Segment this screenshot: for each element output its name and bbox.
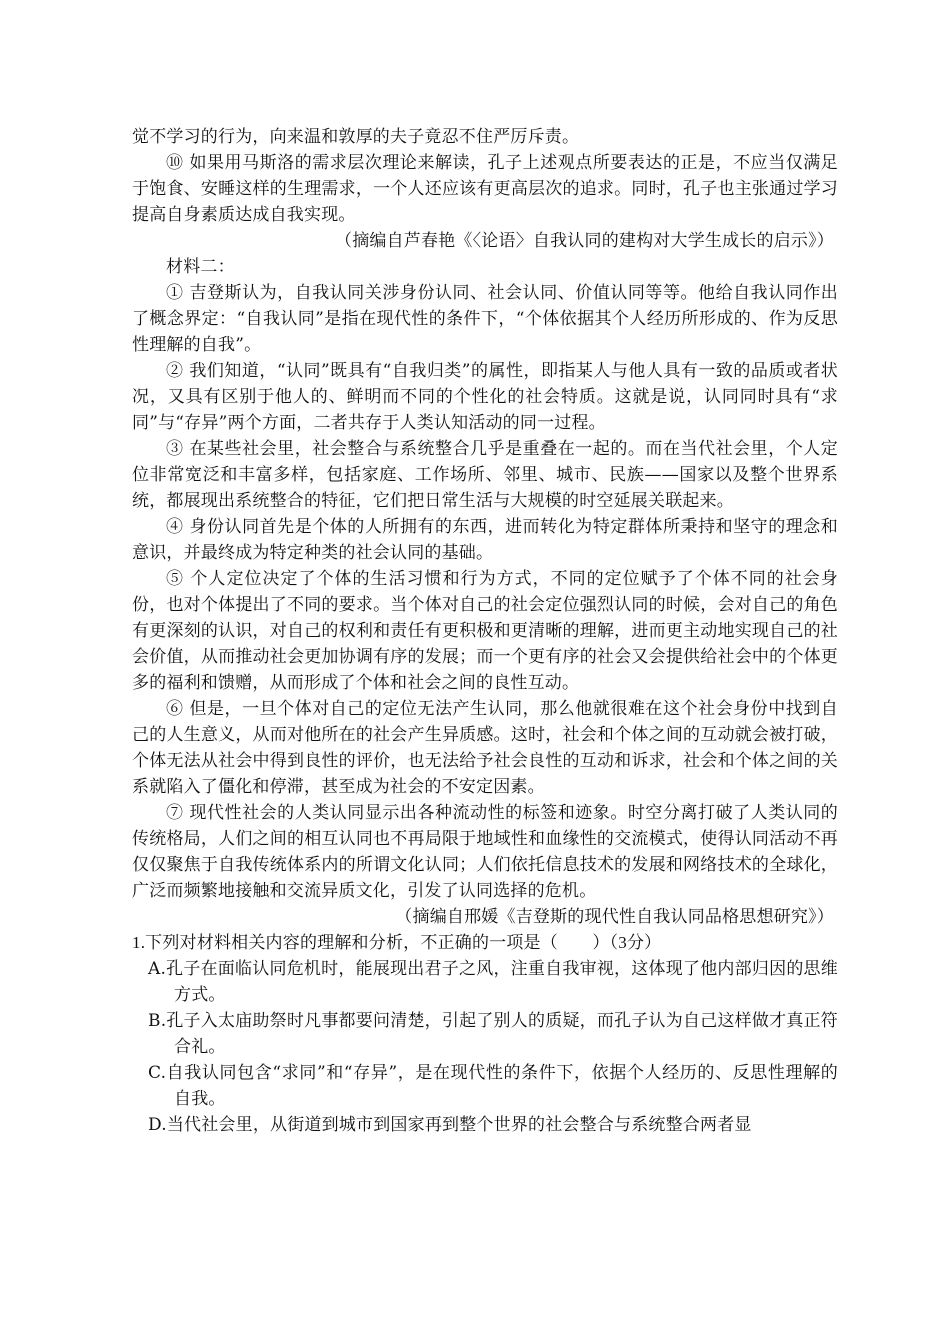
question1-stem: 1.下列对材料相关内容的理解和分析，不正确的一项是（ ）（3分） <box>132 933 662 952</box>
material1-continued-paragraph: 觉不学习的行为，向来温和敦厚的夫子竟忍不住严厉斥责。 <box>132 127 580 147</box>
question1-option-a: A.孔子在面临认同危机时，能展现出君子之风，注重自我审视，这体现了他内部归因的思维方式。 <box>148 959 838 1005</box>
material2-source: （摘编自邢媛《吉登斯的现代性自我认同品格思想研究》） <box>395 907 834 927</box>
material1-source: （摘编自芦春艳《〈论语〉自我认同的建构对大学生成长的启示》） <box>335 231 834 251</box>
document-page <box>132 124 838 1138</box>
question1-option-d: D.当代社会里，从街道到城市到国家再到整个世界的社会整合与系统整合两者显 <box>148 1115 752 1135</box>
material2-paragraph-7: ⑦ 现代性社会的人类认同显示出各种流动性的标签和迹象。时空分离打破了人类认同的传统格局，人们之间的相互认同也不再局限于地域性和血缘性的交流模式，使得认同活动不再仅仅聚焦于自我传统体系内的所谓文化认同；人们依托信息技术的发展和网络技术的全球化，广泛而频繁地接触和交流异质文化，引发了认同选择的危机。 <box>132 803 838 901</box>
material2-paragraph-4: ④ 身份认同首先是个体的人所拥有的东西，进而转化为特定群体所秉持和坚守的理念和意识，并最终成为特定种类的社会认同的基础。 <box>132 517 838 563</box>
material2-paragraph-5: ⑤ 个人定位决定了个体的生活习惯和行为方式，不同的定位赋予了个体不同的社会身份，也对个体提出了不同的要求。当个体对自己的社会定位强烈认同的时候，会对自己的角色有更深刻的认识，对自己的权利和责任有更积极和更清晰的理解，进而更主动地实现自己的社会价值，从而推动社会更加协调有序的发展；而一个更有序的社会又会提供给社会中的个体更多的福利和馈赠，从而形成了个体和社会之间的良性互动。 <box>132 569 838 693</box>
material2-paragraph-2: ② 我们知道，“认同”既具有“自我归类”的属性，即指某人与他人具有一致的品质或者状况，又具有区别于他人的、鲜明而不同的个性化的社会特质。这就是说，认同同时具有“求同”与“存异”两个方面，二者共存于人类认知活动的同一过程。 <box>132 361 838 433</box>
question1-option-c: C.自我认同包含“求同”和“存异”，是在现代性的条件下，依据个人经历的、反思性理解的自我。 <box>148 1063 838 1109</box>
material1-paragraph-10: ⑩ 如果用马斯洛的需求层次理论来解读，孔子上述观点所要表达的正是，不应当仅满足于饱食、安睡这样的生理需求，一个人还应该有更高层次的追求。同时，孔子也主张通过学习提高自身素质达成自我实现。 <box>132 153 838 225</box>
question1-option-b: B.孔子入太庙助祭时凡事都要问清楚，引起了别人的质疑，而孔子认为自己这样做才真正符合礼。 <box>148 1011 838 1057</box>
material2-paragraph-1: ① 吉登斯认为，自我认同关涉身份认同、社会认同、价值认同等等。他给自我认同作出了概念界定：“自我认同”是指在现代性的条件下，“个体依据其个人经历所形成的、作为反思性理解的自我”。 <box>132 283 838 355</box>
material2-paragraph-6: ⑥ 但是，一旦个体对自己的定位无法产生认同，那么他就很难在这个社会身份中找到自己的人生意义，从而对他所在的社会产生异质感。这时，社会和个体之间的互动就会被打破，个体无法从社会中得到良性的评价，也无法给予社会良性的互动和诉求，社会和个体之间的关系就陷入了僵化和停滞，甚至成为社会的不安定因素。 <box>132 699 838 797</box>
material2-label: 材料二： <box>166 257 235 277</box>
material2-paragraph-3: ③ 在某些社会里，社会整合与系统整合几乎是重叠在一起的。而在当代社会里，个人定位非常宽泛和丰富多样，包括家庭、工作场所、邻里、城市、民族——国家以及整个世界系统，都展现出系统整合的特征，它们把日常生活与大规模的时空延展关联起来。 <box>132 439 838 511</box>
